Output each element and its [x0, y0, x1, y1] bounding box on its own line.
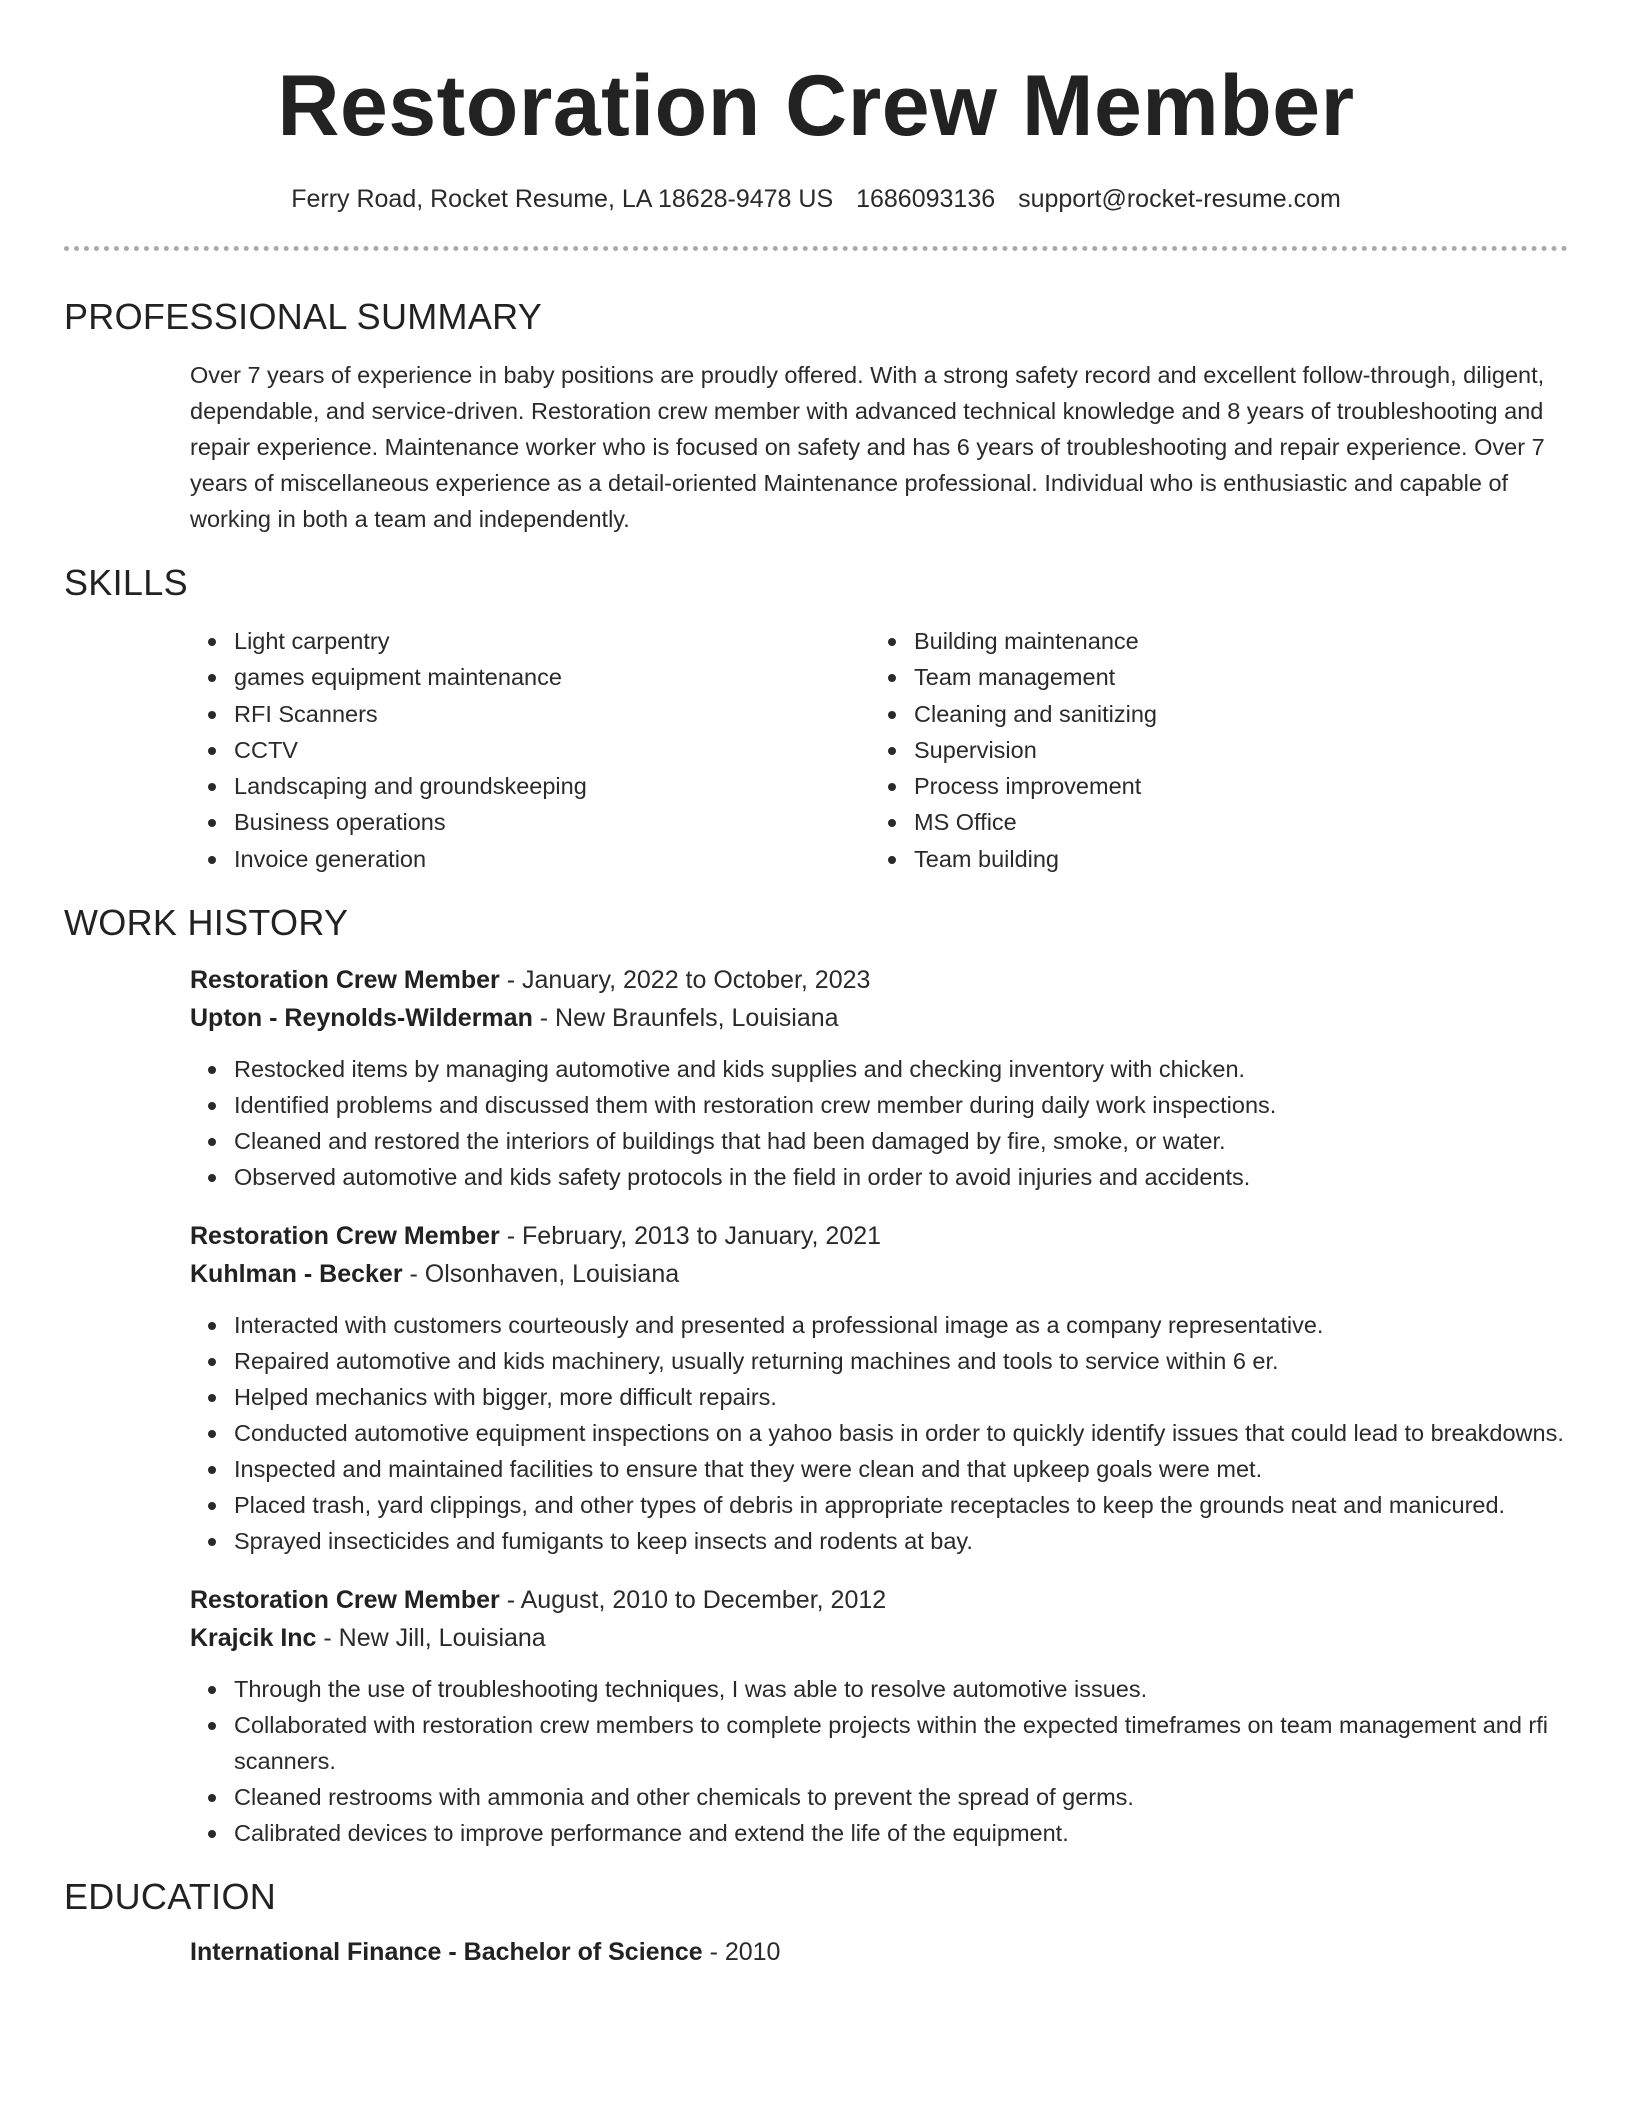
job-bullet: Repaired automotive and kids machinery, usually returning machines and tools to service within 6 er. [190, 1343, 1568, 1379]
skill-item: Process improvement [870, 768, 1550, 804]
education-degree: International Finance - Bachelor of Science [190, 1938, 703, 1967]
job-bullet: Identified problems and discussed them with restoration crew member during daily work inspections. [190, 1087, 1568, 1123]
job-bullet: Collaborated with restoration crew members to complete projects within the expected timeframes on team management and rfi scanners. [190, 1707, 1568, 1779]
job-bullet: Through the use of troubleshooting techniques, I was able to resolve automotive issues. [190, 1671, 1568, 1707]
skill-item: Team building [870, 841, 1550, 877]
job-bullets [190, 1671, 1568, 1851]
job-dates: - February, 2013 to January, 2021 [499, 1222, 882, 1251]
skills-column-right [870, 623, 1550, 877]
job-company: Krajcik Inc [190, 1624, 317, 1653]
summary-heading: PROFESSIONAL SUMMARY [64, 296, 543, 337]
job-company: Kuhlman - Becker [190, 1260, 403, 1289]
skill-item: Landscaping and groundskeeping [190, 768, 870, 804]
skill-item: Team management [870, 659, 1550, 695]
education-section [64, 1875, 1568, 1971]
job-bullet: Restocked items by managing automotive and kids supplies and checking inventory with chicken. [190, 1051, 1568, 1087]
job-location: - New Braunfels, Louisiana [532, 1004, 839, 1033]
skill-item: Business operations [190, 804, 870, 840]
job-role: Restoration Crew Member [190, 1222, 500, 1251]
job-bullet: Cleaned and restored the interiors of buildings that had been damaged by fire, smoke, or water. [190, 1123, 1568, 1159]
job-bullet: Observed automotive and kids safety protocols in the field in order to avoid injuries and accidents. [190, 1159, 1568, 1195]
education-year: - 2010 [702, 1938, 781, 1967]
job-entry [190, 1581, 1568, 1851]
job-location: - New Jill, Louisiana [316, 1624, 546, 1653]
resume-page [64, 0, 1568, 1971]
contact-phone: 1686093136 [856, 185, 996, 213]
job-bullet: Cleaned restrooms with ammonia and other chemicals to prevent the spread of germs. [190, 1779, 1568, 1815]
job-entry [190, 1217, 1568, 1559]
education-entry [190, 1933, 1568, 1971]
job-bullet: Interacted with customers courteously and presented a professional image as a company representative. [190, 1307, 1568, 1343]
job-company: Upton - Reynolds-Wilderman [190, 1004, 533, 1033]
job-bullet: Helped mechanics with bigger, more difficult repairs. [190, 1379, 1568, 1415]
skill-item: Invoice generation [190, 841, 870, 877]
education-heading: EDUCATION [64, 1876, 277, 1918]
job-role: Restoration Crew Member [190, 1586, 500, 1615]
skill-item: Supervision [870, 732, 1550, 768]
job-bullets [190, 1051, 1568, 1195]
skills-section [64, 561, 1568, 877]
job-dates: - August, 2010 to December, 2012 [499, 1586, 887, 1615]
job-entry [190, 961, 1568, 1195]
work-section [64, 901, 1568, 1851]
job-title-line [190, 961, 1568, 999]
skill-item: games equipment maintenance [190, 659, 870, 695]
skills-list [190, 623, 1568, 877]
job-bullets [190, 1307, 1568, 1559]
contact-email: support@rocket-resume.com [1018, 185, 1341, 213]
job-title-line [190, 1581, 1568, 1619]
job-company-line [190, 1255, 1568, 1293]
contact-line [64, 182, 1568, 216]
summary-section [64, 295, 1568, 537]
skill-item: CCTV [190, 732, 870, 768]
job-bullet: Sprayed insecticides and fumigants to keep insects and rodents at bay. [190, 1523, 1568, 1559]
summary-text: Over 7 years of experience in baby positions are proudly offered. With a strong safety record and excellent follow-through, diligent, dependable, and service-driven. Restoration crew member with advanced technical knowledge and 8 years of troubleshooting and repair experience. Maintenance worker who is focused on safety and has 6 years of troubleshooting and repair experience. Over 7 years of miscellaneous experience as a detail-oriented Maintenance professional. Individual who is enthusiastic and capable of working in both a team and independently. [190, 362, 1545, 532]
skill-item: Building maintenance [870, 623, 1550, 659]
job-location: - Olsonhaven, Louisiana [402, 1260, 680, 1289]
job-role: Restoration Crew Member [190, 966, 500, 995]
skills-heading: SKILLS [64, 562, 188, 603]
job-company-line [190, 1619, 1568, 1657]
contact-address: Ferry Road, Rocket Resume, LA 18628-9478 US [291, 185, 834, 213]
job-title-line [190, 1217, 1568, 1255]
job-bullet: Inspected and maintained facilities to ensure that they were clean and that upkeep goals were met. [190, 1451, 1568, 1487]
skill-item: RFI Scanners [190, 696, 870, 732]
skills-column-left [190, 623, 870, 877]
resume-name: Restoration Crew Member [277, 58, 1355, 154]
skill-item: Light carpentry [190, 623, 870, 659]
job-bullet: Conducted automotive equipment inspections on a yahoo basis in order to quickly identify issues that could lead to breakdowns. [190, 1415, 1568, 1451]
header-divider [64, 246, 1568, 251]
skill-item: Cleaning and sanitizing [870, 696, 1550, 732]
job-dates: - January, 2022 to October, 2023 [499, 966, 871, 995]
job-company-line [190, 999, 1568, 1037]
skill-item: MS Office [870, 804, 1550, 840]
job-bullet: Placed trash, yard clippings, and other types of debris in appropriate receptacles to keep the grounds neat and manicured. [190, 1487, 1568, 1523]
job-bullet: Calibrated devices to improve performance and extend the life of the equipment. [190, 1815, 1568, 1851]
work-heading: WORK HISTORY [64, 902, 349, 944]
